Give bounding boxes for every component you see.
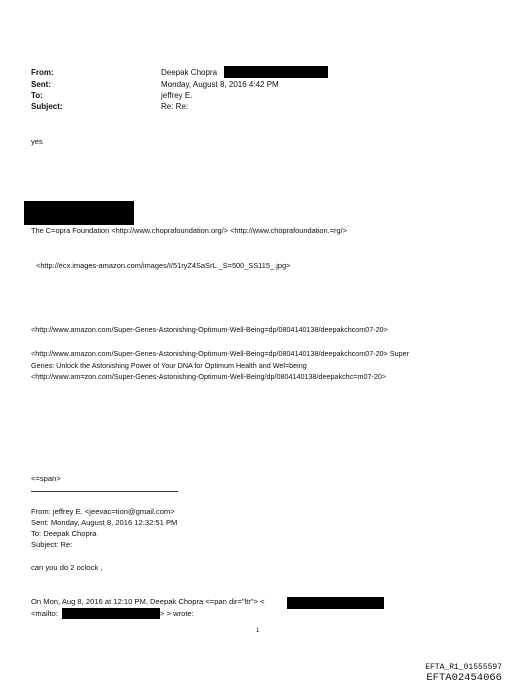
redaction-box (224, 66, 328, 78)
to-value: jeffrey E. (161, 91, 193, 100)
from-label: From: (31, 68, 54, 77)
sent-value: Monday, August 8, 2016 4:42 PM (161, 80, 279, 89)
redaction-box (62, 608, 160, 619)
foundation-line: The C=opra Foundation <http://www.choprafoundation.org/> <http://www.choprafoundation.=rg/> (31, 226, 347, 235)
mailto-suffix: > > wrote: (160, 609, 194, 618)
redaction-box (287, 597, 384, 609)
quoted-body: can you do 2 oclock , (31, 563, 103, 572)
to-label: To: (31, 91, 43, 100)
image-link: <http://ecx.images-amazon.com/images/I/51ryZ4SaSrL._S=500_SS115_.jpg> (36, 261, 291, 270)
subject-value: Re: Re: (161, 102, 189, 111)
quoted-from: From: jeffrey E. <jeevac=tion@gmail.com> (31, 507, 175, 516)
on-wrote-line: On Mon, Aug 8, 2016 at 12:10 PM, Deepak Chopra <=pan dir="ltr"> < (31, 597, 265, 606)
page-number: 1 (256, 628, 260, 634)
footer-id-small: EFTA_R1_01555597 (425, 663, 502, 672)
amazon-link-2-line-2: Genes: Unlock the Astonishing Power of Your DNA for Optimum Health and Wel=being (31, 361, 307, 370)
quoted-sent: Sent: Monday, August 8, 2016 12:32:51 PM (31, 518, 178, 527)
amazon-link-2-line-1: <http://www.amazon.com/Super-Genes-Astonishing-Optimum-Well-Being=dp/0804140138/deepakchcom07-20> Super (31, 349, 410, 358)
span-tag-text: <=span> (31, 474, 61, 483)
amazon-link-2-line-3: <http://www.am=zon.com/Super-Genes-Astonishing-Optimum-Well-Being/dp/0804140138/deepakchc=m07-20> (31, 372, 387, 381)
from-value: Deepak Chopra (161, 68, 218, 77)
mailto-prefix: <mailto: (31, 609, 58, 618)
footer-id-large: EFTA02454066 (426, 672, 502, 684)
quoted-subject: Subject: Re: (31, 540, 73, 549)
redaction-box (24, 201, 134, 225)
reply-text: yes (31, 137, 43, 146)
separator-line (31, 491, 178, 492)
quoted-to: To: Deepak Chopra (31, 529, 97, 538)
subject-label: Subject: (31, 102, 63, 111)
sent-label: Sent: (31, 80, 51, 89)
amazon-link-1: <http://www.amazon.com/Super-Genes-Astonishing-Optimum-Well-Being=dp/0804140138/deepakchcom07-20> (31, 325, 388, 334)
